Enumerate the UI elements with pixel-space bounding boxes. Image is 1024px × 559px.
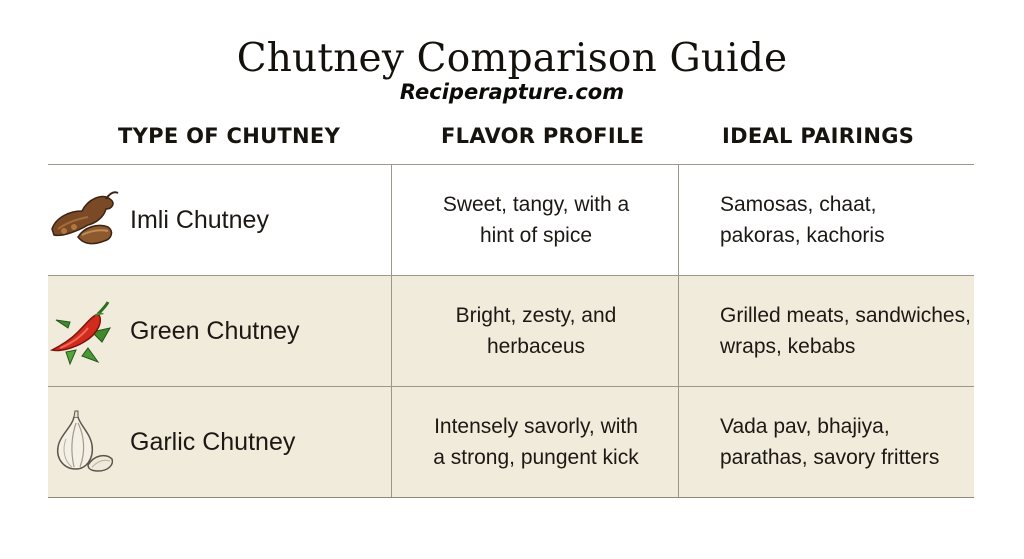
chutney-name: Garlic Chutney [130, 427, 296, 456]
page-title: Chutney Comparison Guide [236, 36, 788, 81]
flavor-line: herbaceus [486, 335, 586, 358]
pairing-line: parathas, savory fritters [720, 446, 940, 469]
pairing-line: pakoras, kachoris [720, 224, 885, 247]
flavor-line: Sweet, tangy, with a [442, 193, 630, 216]
flavor-profile [392, 165, 680, 275]
table-row [48, 165, 974, 276]
header-type-of-chutney: TYPE OF CHUTNEY [118, 124, 341, 148]
ideal-pairings [720, 387, 980, 497]
ideal-pairings [720, 276, 980, 386]
site-name: Reciperapture.com [399, 80, 625, 104]
tamarind-icon [48, 187, 122, 257]
flavor-line: Bright, zesty, and [455, 304, 617, 327]
table-header-row [48, 110, 974, 165]
header-ideal-pairings: IDEAL PAIRINGS [722, 124, 915, 148]
table-row [48, 387, 974, 498]
ideal-pairings [720, 165, 980, 275]
header-flavor-profile: FLAVOR PROFILE [441, 124, 645, 148]
table-row [48, 276, 974, 387]
pairing-line: Grilled meats, sandwiches, [720, 304, 971, 327]
flavor-profile [392, 276, 680, 386]
flavor-line: Intensely savorly, with [434, 415, 638, 438]
pairing-line: wraps, kebabs [720, 335, 856, 358]
comparison-table [48, 110, 974, 498]
chutney-name: Imli Chutney [130, 205, 269, 234]
flavor-line: a strong, pungent kick [433, 446, 639, 469]
flavor-profile [392, 387, 680, 497]
flavor-line: hint of spice [479, 224, 593, 247]
pairing-line: Samosas, chaat, [720, 193, 877, 216]
chili-herbs-icon [48, 298, 122, 368]
chutney-name: Green Chutney [130, 316, 300, 345]
pairing-line: Vada pav, bhajiya, [720, 415, 890, 438]
garlic-icon [48, 409, 122, 479]
